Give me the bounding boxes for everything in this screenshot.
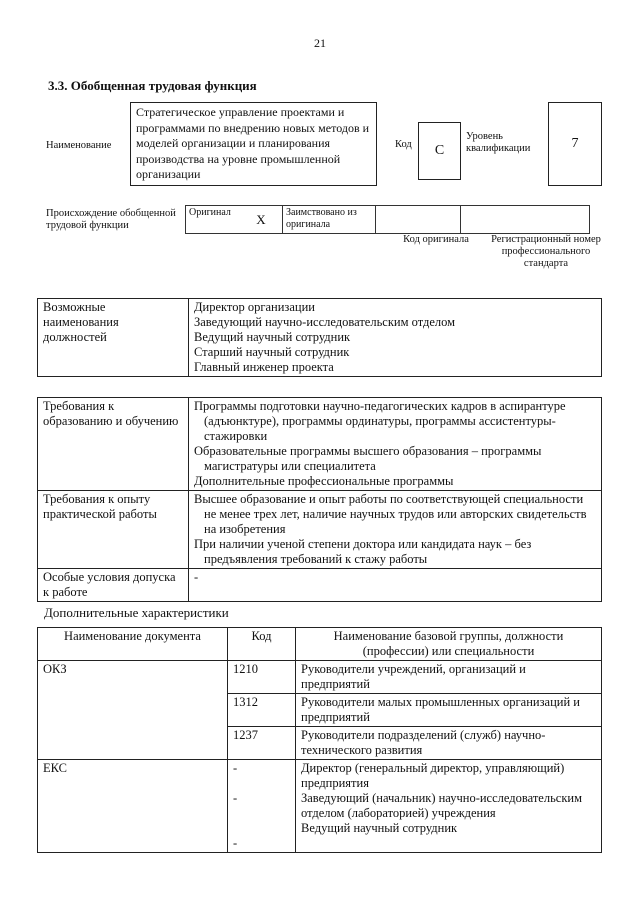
- level-value: 7: [548, 102, 602, 186]
- positions-list: [189, 299, 602, 377]
- requirements-table: [37, 397, 602, 602]
- position-item: Ведущий научный сотрудник: [194, 330, 351, 344]
- doc-eks: ЕКС: [38, 760, 228, 853]
- okz-name: Руководители малых промышленных организаций и предприятий: [296, 694, 602, 727]
- original-label: Оригинал: [186, 206, 241, 234]
- reg-number-cell: [461, 206, 590, 234]
- eks-name: Ведущий научный сотрудник: [301, 821, 458, 835]
- position-item: Директор организации: [194, 300, 315, 314]
- requirements-row: [38, 491, 602, 569]
- code-value: С: [418, 122, 461, 180]
- requirements-row: [38, 569, 602, 602]
- eks-name: Директор (генеральный директор, управляющий) предприятия: [301, 761, 565, 790]
- column-header-name: Наименование базовой группы, должности (профессии) или специальности: [296, 628, 602, 661]
- code-original-caption: Код оригинала: [403, 234, 469, 245]
- okz-name: Руководители учреждений, организаций и предприятий: [296, 661, 602, 694]
- okz-name: Руководители подразделений (служб) научно-технического развития: [296, 727, 602, 760]
- column-header-doc: Наименование документа: [38, 628, 228, 661]
- function-name-box: Стратегическое управление проектами и программами по внедрению новых методов и моделей организации и планирования производства на уровне промышленной организации: [130, 102, 377, 186]
- level-label: Уровень квалификации: [466, 131, 531, 154]
- name-label: Наименование: [46, 140, 112, 151]
- extra-table: [37, 627, 602, 853]
- requirement-line: Высшее образование и опыт работы по соответствующей специальности не менее трех лет, наличие научных трудов или авторских свидетельств на изобретения: [194, 492, 587, 536]
- eks-code: -: [233, 836, 238, 850]
- requirement-line: -: [189, 569, 602, 602]
- extra-header-row: [38, 628, 602, 661]
- doc-okz: ОКЗ: [38, 661, 228, 760]
- section-title: 3.3. Обобщенная трудовая функция: [48, 78, 257, 93]
- code-label: Код: [395, 139, 412, 150]
- origin-label: Происхождение обобщенной трудовой функции: [46, 208, 176, 231]
- requirement-line: При наличии ученой степени доктора или кандидата наук – без предъявления требований к стажу работы: [194, 537, 532, 566]
- borrowed-label: Заимствовано из оригинала: [283, 206, 376, 234]
- positions-label: Возможные наименования должностей: [38, 299, 189, 377]
- eks-name: Заведующий (начальник) научно-исследовательским отделом (лабораторией) учреждения: [301, 791, 583, 820]
- reg-number-caption: Регистрационный номер профессионального стандарта: [491, 234, 601, 269]
- extra-title: Дополнительные характеристики: [44, 605, 229, 620]
- requirement-label: Особые условия допуска к работе: [38, 569, 189, 602]
- requirement-line: Образовательные программы высшего образования – программы магистратуры или специалитета: [194, 444, 542, 473]
- eks-codes: [228, 760, 296, 853]
- okz-code: 1237: [228, 727, 296, 760]
- requirement-line: Программы подготовки научно-педагогических кадров в аспирантуре (адъюнктуре), программы ординатуры, программы ассистентуры-стажировки: [194, 399, 566, 443]
- position-item: Главный инженер проекта: [194, 360, 334, 374]
- original-mark: X: [240, 206, 283, 234]
- okz-code: 1312: [228, 694, 296, 727]
- column-header-code: Код: [228, 628, 296, 661]
- eks-code: -: [233, 761, 238, 775]
- code-original-cell: [376, 206, 461, 234]
- eks-code: -: [233, 791, 238, 805]
- page-number: 21: [314, 36, 326, 50]
- position-item: Заведующий научно-исследовательским отделом: [194, 315, 456, 329]
- position-item: Старший научный сотрудник: [194, 345, 350, 359]
- okz-code: 1210: [228, 661, 296, 694]
- table-row: [38, 661, 602, 694]
- origin-table: [185, 205, 590, 234]
- requirement-line: Дополнительные профессиональные программы: [194, 474, 454, 488]
- requirements-row: [38, 398, 602, 491]
- positions-table: [37, 298, 602, 377]
- requirement-label: Требования к образованию и обучению: [38, 398, 189, 491]
- requirement-label: Требования к опыту практической работы: [38, 491, 189, 569]
- table-row: [38, 760, 602, 853]
- eks-names: [296, 760, 602, 853]
